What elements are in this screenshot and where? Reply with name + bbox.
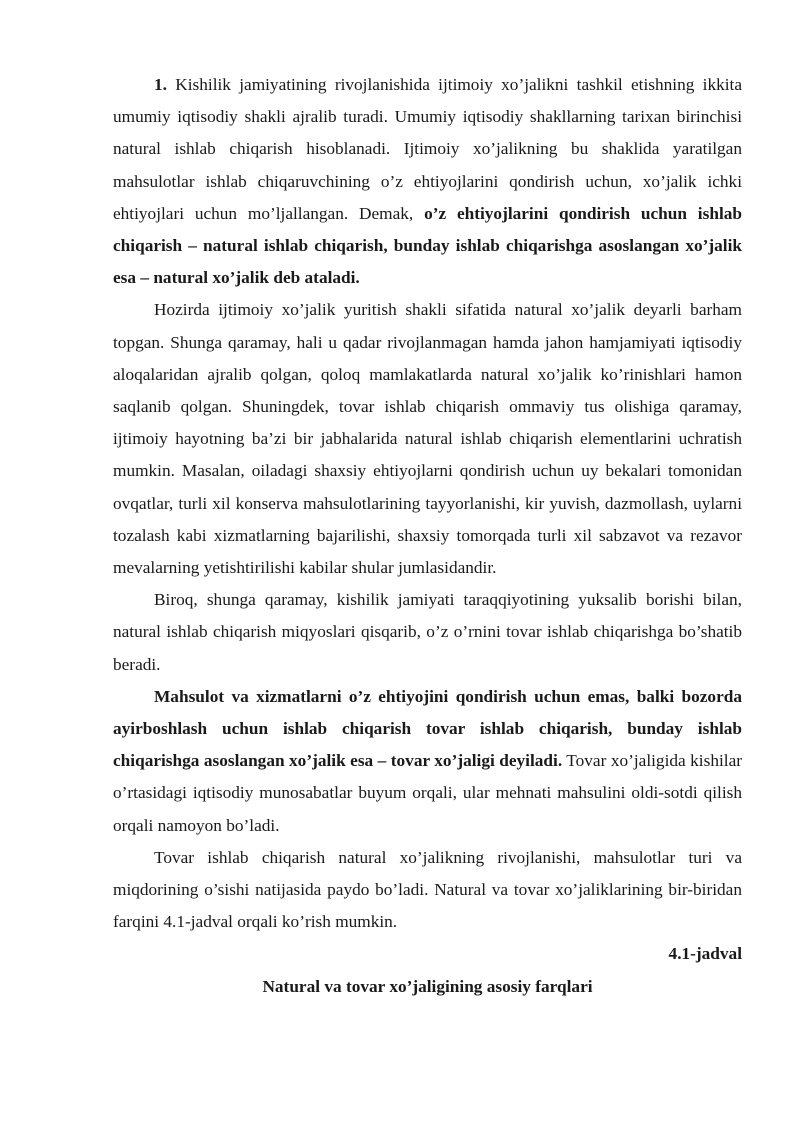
paragraph-4-definition: Mahsulot va xizmatlarni o’z ehtiyojini qondirish uchun emas, balki bozorda ayirboshlash uchun ishlab chiqarish tovar ishlab chiqarish, bunday ishlab chiqarishga asoslangan xo’jalik esa – tovar xo’jaligi deyiladi.	[113, 686, 742, 771]
paragraph-4-text: Tovar xo’jaligida kishilar o’rtasidagi iqtisodiy munosabatlar buyum orqali, ular mehnati mahsulini oldi-sotdi qilish orqali namoyon bo’ladi.	[113, 751, 742, 835]
paragraph-5	[113, 842, 742, 939]
paragraph-4	[113, 681, 742, 842]
table-number: 4.1-jadval	[668, 944, 742, 964]
paragraph-2	[113, 294, 742, 584]
paragraph-1-text: Kishilik jamiyatining rivojlanishida ijtimoiy xo’jalikni tashkil etishning ikkita umumiy iqtisodiy shakli ajralib turadi. Umumiy iqtisodiy shakllarning tarixan birinchisi natural ishlab chiqarish hisoblanadi. Ijtimoiy xo’jalikning bu shaklida yaratilgan mahsulotlar ishlab chiqaruvchining o’z ehtiyojlarini qondirish uchun, xo’jalik ichki ehtiyojlari uchun mo’ljallangan. Demak,	[113, 75, 742, 223]
paragraph-5-text: Tovar ishlab chiqarish natural xo’jalikning rivojlanishi, mahsulotlar turi va miqdorining o’sishi natijasida paydo bo’ladi. Natural va tovar xo’jaliklarining bir-biridan farqini 4.1-jadval orqali ko’rish mumkin.	[113, 847, 742, 932]
paragraph-1-number: 1.	[154, 75, 167, 94]
paragraph-1-definition: o’z ehtiyojlarini qondirish uchun ishlab chiqarish – natural ishlab chiqarish, bunday ishlab chiqarishga asoslangan xo’jalik esa – natural xo’jalik deb ataladi.	[113, 203, 742, 288]
paragraph-1	[113, 69, 742, 294]
paragraph-3-text: Biroq, shunga qaramay, kishilik jamiyati taraqqiyotining yuksalib borishi bilan, natural ishlab chiqarish miqyoslari qisqarib, o’z o’rnini tovar ishlab chiqarishga bo’shatib beradi.	[113, 590, 742, 674]
paragraph-2-text: Hozirda ijtimoiy xo’jalik yuritish shakli sifatida natural xo’jalik deyarli barham topgan. Shunga qaramay, hali u qadar rivojlanmagan hamda jahon hamjamiyati iqtisodiy aloqalaridan ajralib qolgan, qoloq mamlakatlarda natural xo’jalik ko’rinishlari hamon saqlanib qolgan. Shuningdek, tovar ishlab chiqarish ommaviy tus olishiga qaramay, ijtimoiy hayotning ba’zi bir jabhalarida natural ishlab chiqarish elementlarini uchratish mumkin. Masalan, oiladagi shaxsiy ehtiyojlarni qondirish uchun uy bekalari tomonidan ovqatlar, turli xil konserva mahsulotlarining tayyorlanishi, kir yuvish, dazmollash, uylarni tozalash kabi xizmatlarning bajarilishi, shaxsiy tomorqada turli xil sabzavot va rezavor mevalarning yetishtirilishi kabilar shular jumlasidandir.	[113, 300, 742, 578]
paragraph-3	[113, 584, 742, 681]
table-title: Natural va tovar xo’jaligining asosiy farqlari	[262, 976, 593, 996]
